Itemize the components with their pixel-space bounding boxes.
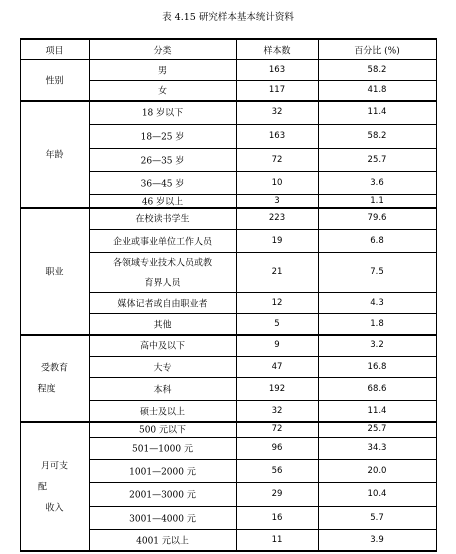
row-divider [89,506,436,507]
percent-cell: 25.7 [367,424,387,434]
row-divider [89,229,436,230]
count-cell: 163 [268,131,286,141]
percent-cell: 3.6 [370,177,384,188]
percent-cell: 7.5 [370,267,384,277]
category-cell: 36—45 岁 [140,179,185,189]
category-cell: 501—1000 元 [132,444,193,455]
group-label: 职业 [45,267,64,277]
category-cell: 4001 元以上 [136,536,189,546]
row-divider [89,459,436,460]
row-divider [89,124,436,125]
top-rule [20,38,436,40]
percent-cell: 25.7 [367,154,387,165]
count-cell: 32 [271,405,283,416]
column-divider [436,38,437,552]
group-label: 年龄 [45,150,64,160]
row-divider [89,313,436,314]
category-cell: 3001—4000 元 [129,514,196,524]
column-divider [318,38,319,552]
percent-cell: 20.0 [367,465,387,476]
count-cell: 72 [271,424,283,434]
percent-cell: 3.9 [370,534,384,545]
header-category: 分类 [153,46,172,56]
count-cell: 163 [268,64,286,75]
count-cell: 192 [268,383,286,394]
group-label: 性别 [45,76,64,86]
percent-cell: 1.8 [370,318,384,329]
count-cell: 3 [274,195,280,206]
category-cell: 2001—3000 元 [129,490,196,501]
count-cell: 56 [271,465,283,476]
count-cell: 96 [271,443,283,453]
group-label-line: 月可支 [40,461,69,471]
group-divider [20,334,436,336]
category-cell: 在校读书学生 [135,214,190,225]
percent-cell: 10.4 [367,489,387,499]
group-divider [20,421,436,423]
category-cell: 18—25 岁 [140,132,185,143]
percent-cell: 3.2 [370,340,384,350]
header-rule [20,59,436,60]
percent-cell: 16.8 [367,361,387,372]
group-label-line: 受教育 [40,363,69,374]
percent-cell: 34.3 [367,443,387,453]
group-label-line: 程度 [37,384,56,395]
count-cell: 19 [271,235,283,246]
percent-cell: 58.2 [367,64,387,75]
category-cell: 500 元以下 [138,425,187,436]
count-cell: 16 [271,512,283,523]
row-divider [89,437,436,438]
category-cell: 26—35 岁 [140,156,185,166]
category-cell: 1001—2000 元 [129,467,196,477]
category-cell: 本科 [153,385,172,395]
count-cell: 12 [271,297,283,308]
row-divider [89,356,436,357]
table-caption: 表 4.15 研究样本基本统计资料 [162,12,294,23]
header-count: 样本数 [263,46,291,56]
header-percent: 百分比 (%) [354,46,400,56]
count-cell: 11 [271,534,283,545]
bottom-rule [20,550,436,552]
category-cell: 其他 [153,320,172,330]
category-cell: 女 [157,86,168,97]
group-label-line: 收入 [45,503,64,513]
percent-cell: 4.3 [370,297,384,308]
row-divider [89,80,436,81]
category-cell-line: 育界人员 [144,278,181,289]
row-divider [89,292,436,293]
percent-cell: 1.1 [370,195,384,206]
percent-cell: 68.6 [367,383,387,394]
group-label-line: 配 [37,482,48,492]
count-cell: 10 [271,177,283,188]
count-cell: 9 [274,340,280,350]
percent-cell: 6.8 [370,235,384,246]
group-divider [20,100,436,102]
percent-cell: 58.2 [367,131,387,141]
category-cell: 18 岁以下 [141,108,184,119]
count-cell: 47 [271,361,283,372]
percent-cell: 5.7 [370,512,384,523]
percent-cell: 79.6 [367,213,387,223]
count-cell: 21 [271,267,283,277]
percent-cell: 11.4 [367,405,387,416]
row-divider [89,148,436,149]
column-divider [20,38,21,552]
category-cell: 男 [157,66,168,76]
row-divider [89,400,436,401]
header-item: 项目 [45,46,64,56]
category-cell: 媒体记者或自由职业者 [117,299,208,309]
count-cell: 29 [271,489,283,499]
row-divider [89,529,436,530]
count-cell: 117 [268,85,286,95]
row-divider [89,252,436,253]
count-cell: 223 [268,213,286,223]
category-cell: 硕士及以上 [139,407,186,417]
category-cell: 大专 [153,363,172,373]
category-cell: 46 岁以上 [141,197,184,207]
column-divider [89,38,90,552]
category-cell-line: 各领域专业技术人员或教 [112,258,213,269]
row-divider [89,482,436,483]
count-cell: 32 [271,107,283,117]
row-divider [89,171,436,172]
group-divider [20,207,436,209]
count-cell: 72 [271,154,283,165]
row-divider [89,377,436,378]
column-divider [236,38,237,552]
category-cell: 企业或事业单位工作人员 [112,237,213,247]
percent-cell: 11.4 [367,107,387,117]
percent-cell: 41.8 [367,85,387,95]
category-cell: 高中及以下 [139,341,186,352]
count-cell: 5 [274,318,280,329]
